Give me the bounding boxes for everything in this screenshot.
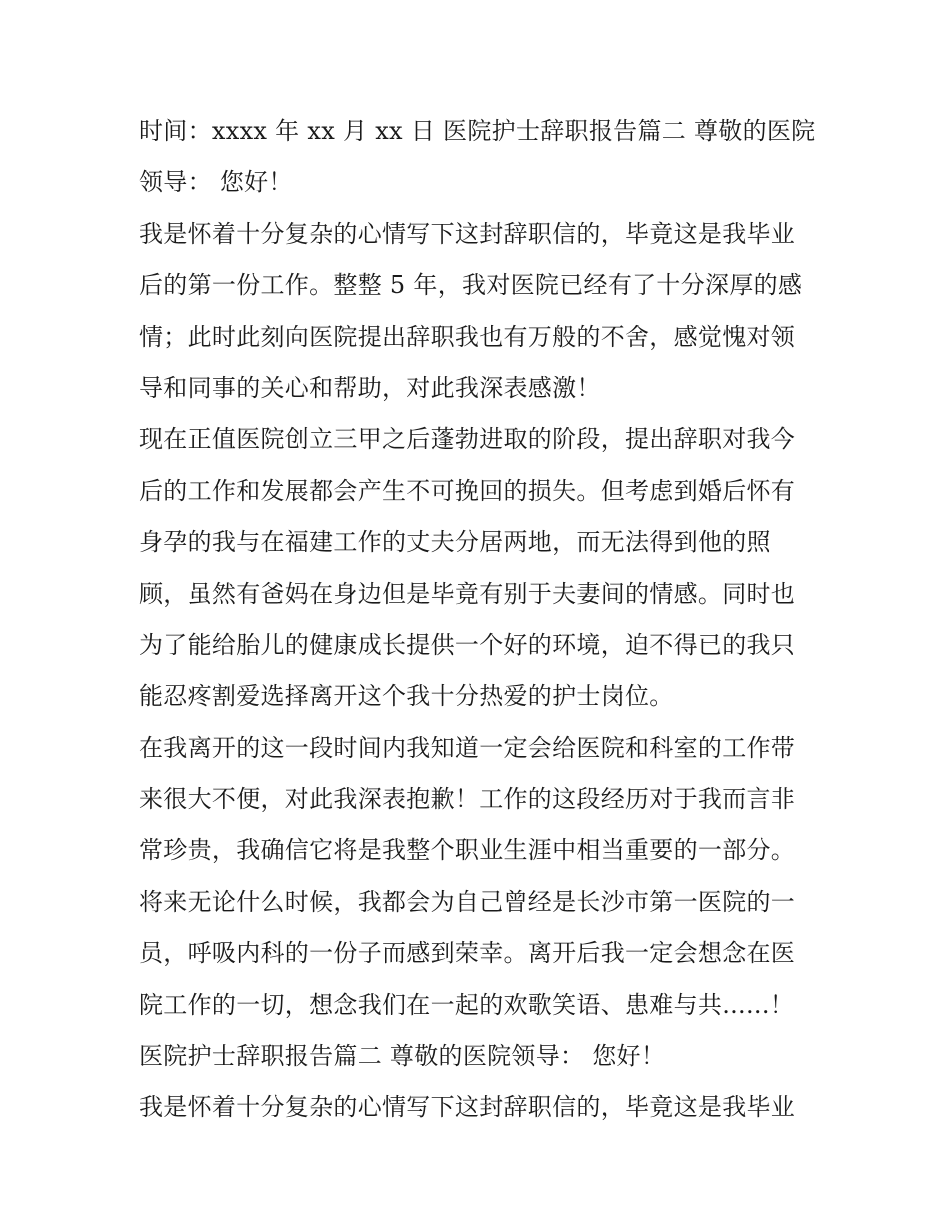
text-line: 后的第一份工作。整整 5 年，我对医院已经有了十分深厚的感 bbox=[139, 271, 803, 300]
text-line: 我是怀着十分复杂的心情写下这封辞职信的，毕竟这是我毕业 bbox=[139, 219, 796, 248]
text-line: 顾，虽然有爸妈在身边但是毕竟有别于夫妻间的情感。同时也 bbox=[139, 579, 796, 608]
text-line: 院工作的一切，想念我们在一起的欢歌笑语、患难与共......！ bbox=[139, 990, 795, 1019]
text-line: 领导： 您好！ bbox=[139, 168, 293, 197]
text-line: 在我离开的这一段时间内我知道一定会给医院和科室的工作带 bbox=[139, 733, 796, 762]
text-line: 常珍贵，我确信它将是我整个职业生涯中相当重要的一部分。 bbox=[139, 836, 796, 865]
text-line: 能忍疼割爱选择离开这个我十分热爱的护士岗位。 bbox=[139, 682, 674, 711]
text-line: 为了能给胎儿的健康成长提供一个好的环境，迫不得已的我只 bbox=[139, 630, 796, 659]
text-line: 将来无论什么时候，我都会为自己曾经是长沙市第一医院的一 bbox=[139, 887, 796, 916]
text-line: 来很大不便，对此我深表抱歉！工作的这段经历对于我而言非 bbox=[139, 785, 796, 814]
text-line: 情；此时此刻向医院提出辞职我也有万般的不舍，感觉愧对领 bbox=[139, 322, 796, 351]
text-line: 后的工作和发展都会产生不可挽回的损失。但考虑到婚后怀有 bbox=[139, 476, 796, 505]
text-line: 导和同事的关心和帮助，对此我深表感激！ bbox=[139, 373, 601, 402]
text-line: 我是怀着十分复杂的心情写下这封辞职信的，毕竟这是我毕业 bbox=[139, 1093, 796, 1122]
text-line: 时间：xxxx 年 xx 月 xx 日 医院护士辞职报告篇二 尊敬的医院 bbox=[139, 117, 816, 145]
text-line: 现在正值医院创立三甲之后蓬勃进取的阶段，提出辞职对我今 bbox=[139, 425, 796, 454]
text-line: 员，呼吸内科的一份子而感到荣幸。离开后我一定会想念在医 bbox=[139, 939, 796, 968]
document-body bbox=[139, 106, 829, 1134]
text-line: 医院护士辞职报告篇二 尊敬的医院领导： 您好！ bbox=[139, 1042, 666, 1071]
text-line: 身孕的我与在福建工作的丈夫分居两地，而无法得到他的照 bbox=[139, 528, 771, 557]
